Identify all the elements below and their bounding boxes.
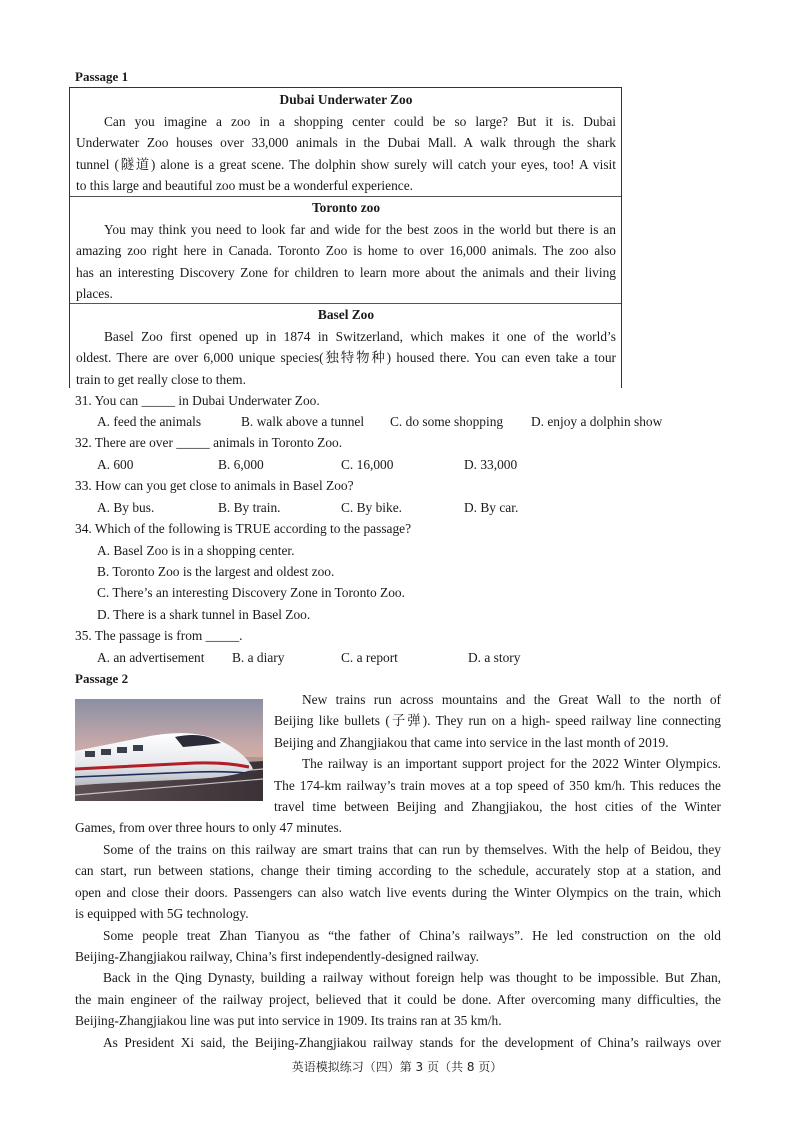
- q31-option-a: A. feed the animals: [97, 414, 202, 429]
- q34-option-c: C. There’s an interesting Discovery Zone in Toronto Zoo.: [97, 585, 405, 600]
- q34-option-a: A. Basel Zoo is in a shopping center.: [97, 543, 295, 558]
- basel-zoo-line-1: Basel Zoo first opened up in 1874 in Switzerland, which makes it one of the world’s: [104, 328, 616, 344]
- passage2-line-7: Games, from over three hours to only 47 minutes.: [75, 820, 343, 835]
- passage2-line-9: can start, run between stations, change their timing according to the schedule, accurately stop at a station, and: [75, 863, 721, 878]
- passage2-line-3: Beijing and Zhangjiakou that came into service in the last month of 2019.: [274, 735, 669, 750]
- passage1-label: Passage 1: [75, 69, 129, 84]
- q35-option-d: D. a story: [468, 650, 521, 665]
- toronto-zoo-box: [70, 197, 621, 305]
- dubai-zoo-box: [70, 89, 621, 197]
- question-33-stem: 33. How can you get close to animals in Basel Zoo?: [75, 478, 354, 493]
- passage2-line-14: Back in the Qing Dynasty, building a railway without foreign help was thought to be impossible. But Zhan,: [103, 970, 721, 985]
- bullet-train-image: [75, 699, 263, 801]
- passage2-line-4: The railway is an important support project for the 2022 Winter Olympics.: [302, 756, 721, 771]
- q33-option-c: C. By bike.: [341, 500, 403, 515]
- passage2-line-11: is equipped with 5G technology.: [75, 906, 249, 921]
- q34-option-b: B. Toronto Zoo is the largest and oldest zoo.: [97, 564, 335, 579]
- question-35-stem: 35. The passage is from _____.: [75, 628, 243, 643]
- passage2-line-17: As President Xi said, the Beijing-Zhangjiakou railway stands for the development of China’s railways over: [103, 1035, 721, 1050]
- zoo-info-table: [69, 87, 622, 388]
- passage2-line-10: open and close their doors. Passengers can also watch live events during the Winter Olympics on the train, which: [75, 885, 721, 900]
- passage2-line-5: The 174-km railway’s train moves at a top speed of 350 km/h. This reduces the: [274, 778, 721, 793]
- q33-option-b: B. By train.: [218, 500, 281, 515]
- basel-zoo-box: [70, 304, 621, 390]
- passage2-line-8: Some of the trains on this railway are smart trains that can run by themselves. With the help of Beidou, they: [103, 842, 721, 857]
- q32-option-c: C. 16,000: [341, 457, 394, 472]
- toronto-zoo-line-2: amazing zoo right here in Canada. Toronto Zoo is home to over 16,000 animals. The zoo also: [76, 243, 616, 258]
- toronto-zoo-line-3: has an interesting Discovery Zone for children to learn more about the animals and their living: [76, 264, 616, 280]
- q31-option-d: D. enjoy a dolphin show: [531, 414, 663, 429]
- dubai-zoo-line-4: to this large and beautiful zoo must be a wonderful experience.: [76, 178, 414, 193]
- dubai-zoo-line-1: Can you imagine a zoo in a shopping center could be so large? But it is. Dubai: [104, 113, 616, 129]
- basel-zoo-line-3: train to get really close to them.: [76, 371, 246, 387]
- basel-zoo-title: Basel Zoo: [317, 307, 375, 322]
- dubai-zoo-title: Dubai Underwater Zoo: [279, 92, 413, 107]
- passage2-line-12: Some people treat Zhan Tianyou as “the father of China’s railways”. He led construction on the old: [103, 928, 721, 943]
- passage2-line-13: Beijing-Zhangjiakou railway, China’s first independently-designed railway.: [75, 949, 479, 964]
- q35-option-b: B. a diary: [232, 650, 285, 665]
- basel-zoo-line-2: oldest. There are over 6,000 unique species(独特物种) housed there. You can even take a tour: [76, 350, 616, 365]
- q32-option-d: D. 33,000: [464, 457, 518, 472]
- passage2-line-1: New trains run across mountains and the Great Wall to the north of: [302, 692, 721, 707]
- dubai-zoo-line-2: Underwater Zoo houses over 33,000 animals in the Dubai Mall. A walk through the shark: [76, 135, 616, 150]
- q34-option-d: D. There is a shark tunnel in Basel Zoo.: [97, 607, 311, 622]
- passage2-label: Passage 2: [75, 671, 129, 686]
- q33-option-a: A. By bus.: [97, 500, 155, 515]
- q31-option-c: C. do some shopping: [390, 414, 504, 429]
- toronto-zoo-line-4: places.: [76, 286, 113, 301]
- passage2-line-6: travel time between Beijing and Zhangjiakou, the host cities of the Winter: [274, 799, 721, 814]
- question-34-stem: 34. Which of the following is TRUE according to the passage?: [75, 521, 412, 536]
- toronto-zoo-line-1: You may think you need to look far and wide for the best zoos in the world but there is an: [104, 221, 616, 237]
- toronto-zoo-title: Toronto zoo: [311, 200, 381, 215]
- passage2-line-16: Beijing-Zhangjiakou line was put into service in 1909. Its trains ran at 35 km/h.: [75, 1013, 502, 1028]
- question-32-stem: 32. There are over _____ animals in Toronto Zoo.: [75, 435, 343, 450]
- dubai-zoo-line-3: tunnel (隧道) alone is a great scene. The dolphin show surely will catch your eyes, too! A visit: [76, 156, 616, 172]
- q31-option-b: B. walk above a tunnel: [241, 414, 365, 429]
- passage2-line-2: Beijing like bullets (子弹). They run on a high- speed railway line connecting: [274, 713, 721, 728]
- passage2-line-15: the main engineer of the railway project, believed that it could be done. After overcoming many difficulties, the: [75, 992, 721, 1007]
- page-footer: 英语模拟练习（四）第 3 页（共 8 页）: [291, 1060, 503, 1074]
- q35-option-c: C. a report: [341, 650, 398, 665]
- q33-option-d: D. By car.: [464, 500, 519, 515]
- q35-option-a: A. an advertisement: [97, 650, 205, 665]
- q32-option-b: B. 6,000: [218, 457, 264, 472]
- q32-option-a: A. 600: [97, 457, 134, 472]
- question-31-stem: 31. You can _____ in Dubai Underwater Zoo.: [75, 393, 320, 408]
